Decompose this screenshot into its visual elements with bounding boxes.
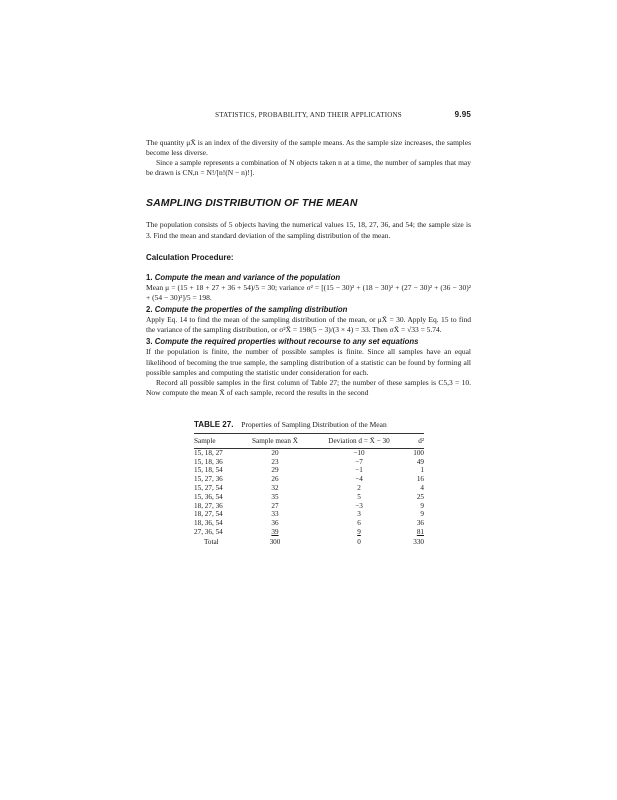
intro-paragraph-1: The quantity μX̄ is an index of the diversity of the sample means. As the sample size increases, the samples become less diverse.: [146, 138, 471, 158]
cell-sample: 18, 27, 36: [194, 501, 223, 510]
section-title: SAMPLING DISTRIBUTION OF THE MEAN: [146, 197, 358, 210]
cell-sample: 15, 18, 27: [194, 448, 223, 457]
sampling-table: [194, 433, 424, 546]
step-3-body-continued: Record all possible samples in the first column of Table 27; the number of these samples is C5,3 = 10. Now compute the mean X̄ of each sample, record the results in the second: [146, 377, 471, 397]
table-row: [194, 458, 424, 467]
cell-deviation: 5: [357, 492, 361, 501]
cell-d-squared: 81: [416, 528, 424, 537]
cell-sample: 15, 18, 36: [194, 457, 223, 466]
cell-deviation: −4: [355, 475, 363, 484]
cell-d-squared: 25: [416, 492, 424, 501]
cell-mean: 26: [271, 475, 279, 484]
total-deviation: 0: [357, 537, 361, 546]
table-row: [194, 493, 424, 502]
cell-d-squared: 49: [416, 457, 424, 466]
cell-deviation: −1: [355, 466, 363, 475]
cell-deviation: −3: [355, 501, 363, 510]
cell-mean: 32: [271, 484, 279, 493]
col-header-sample: Sample: [194, 434, 239, 449]
cell-mean: 36: [271, 519, 279, 528]
cell-d-squared: 16: [416, 475, 424, 484]
step-2-number: 2.: [146, 305, 153, 315]
cell-d-squared: 4: [420, 484, 424, 493]
table-row: [194, 528, 424, 537]
cell-mean: 35: [271, 492, 279, 501]
cell-deviation: 2: [357, 484, 361, 493]
cell-d-squared: 1: [420, 466, 424, 475]
running-title: STATISTICS, PROBABILITY, AND THEIR APPLICATIONS: [215, 111, 402, 119]
table-row: [194, 502, 424, 511]
cell-mean: 29: [271, 466, 279, 475]
table-row: [194, 475, 424, 484]
cell-sample: 18, 36, 54: [194, 519, 223, 528]
cell-deviation: 3: [357, 510, 361, 519]
step-1-title: [146, 273, 471, 283]
step-3-title-text: Compute the required properties without recourse to any set equations: [154, 337, 419, 347]
cell-sample: 15, 18, 54: [194, 466, 223, 475]
total-label: Total: [204, 537, 219, 546]
table-row: [194, 466, 424, 475]
table-caption-text: Properties of Sampling Distribution of the Mean: [241, 419, 387, 429]
table-row: [194, 519, 424, 528]
table-total-row: [194, 537, 424, 547]
step-2-title: [146, 305, 471, 315]
step-3-title: [146, 337, 471, 347]
step-1-body: Mean μ = (15 + 18 + 27 + 36 + 54)/5 = 30; variance σ² = [(15 − 30)² + (18 − 30)² + (27 − 30)² + (36 − 30)² + (54 − 30)²]/5 = 198.: [146, 282, 471, 302]
page-number: 9.95: [454, 110, 471, 119]
cell-sample: 18, 27, 54: [194, 510, 223, 519]
cell-mean: 33: [271, 510, 279, 519]
total-d-squared: 330: [413, 537, 424, 546]
table-row: [194, 448, 424, 457]
step-1-title-text: Compute the mean and variance of the population: [154, 272, 341, 282]
table-row: [194, 510, 424, 519]
step-3-body: If the population is finite, the number of possible samples is finite. Since all samples have an equal likelihood of becoming the true sample, the sampling distribution of a statistic can be found by forming all possible samples and computing the statistic under consideration for each.: [146, 347, 471, 377]
cell-d-squared: 36: [416, 519, 424, 528]
cell-sample: 27, 36, 54: [194, 528, 223, 537]
cell-deviation: −7: [355, 457, 363, 466]
table-caption: [194, 420, 424, 430]
cell-deviation: 9: [357, 528, 361, 537]
page-body: [146, 138, 471, 547]
cell-deviation: −10: [353, 448, 365, 457]
col-header-d-squared: d²: [407, 434, 424, 449]
intro-paragraph-2: Since a sample represents a combination of N objects taken n at a time, the number of samples that may be drawn is CN,n = N!/[n!(N − n)!].: [146, 158, 471, 178]
cell-mean: 27: [271, 501, 279, 510]
col-header-deviation: Deviation d = X̄ − 30: [311, 434, 407, 449]
cell-sample: 15, 27, 54: [194, 484, 223, 493]
cell-deviation: 6: [357, 519, 361, 528]
table-label: TABLE 27.: [194, 419, 234, 429]
cell-d-squared: 100: [413, 448, 424, 457]
cell-sample: 15, 36, 54: [194, 492, 223, 501]
table-row: [194, 484, 424, 493]
cell-mean: 20: [271, 448, 279, 457]
step-3-number: 3.: [146, 337, 153, 347]
step-2-title-text: Compute the properties of the sampling distribution: [154, 305, 348, 315]
cell-mean: 39: [271, 528, 279, 537]
total-mean: 300: [269, 537, 281, 546]
calc-heading: Calculation Procedure:: [146, 252, 234, 262]
cell-sample: 15, 27, 36: [194, 475, 223, 484]
cell-d-squared: 9: [420, 501, 424, 510]
step-1-number: 1.: [146, 272, 153, 282]
problem-statement: The population consists of 5 objects having the numerical values 15, 18, 27, 36, and 54; the sample size is 3. Find the mean and standard deviation of the sampling distribution of the mean.: [146, 220, 471, 240]
col-header-mean: Sample mean X̄: [239, 434, 311, 449]
cell-d-squared: 9: [420, 510, 424, 519]
cell-mean: 23: [271, 457, 279, 466]
step-2-body: Apply Eq. 14 to find the mean of the sampling distribution of the mean, or μX̄ = 30. Apply Eq. 15 to find the variance of the sampling distribution, or σ²X̄ = 198(5 − 3)/(3 × 4) = 33. Then σX̄ = √33 = 5.74.: [146, 315, 471, 335]
